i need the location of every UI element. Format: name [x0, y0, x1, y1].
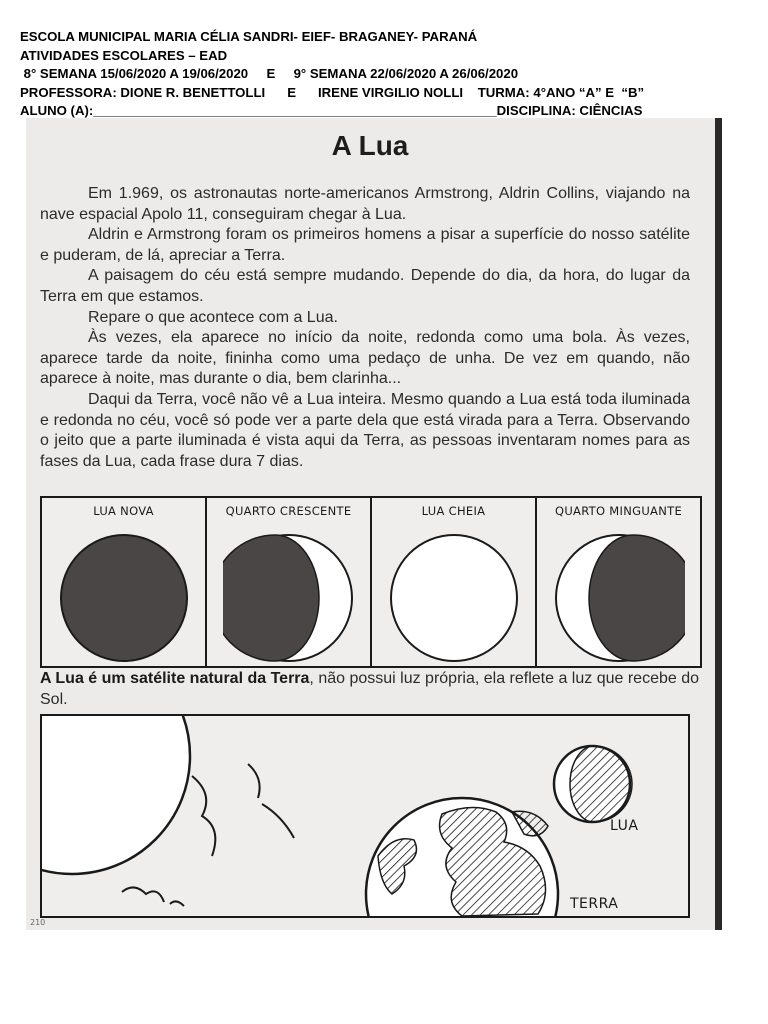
- week-dates: 8° SEMANA 15/06/2020 A 19/06/2020 E 9° SEMANA 22/06/2020 A 26/06/2020: [20, 66, 519, 81]
- moon-label: LUA: [610, 818, 639, 834]
- phase-label: LUA CHEIA: [421, 504, 486, 518]
- phase-label: LUA NOVA: [93, 504, 154, 518]
- new-moon-icon: [58, 532, 190, 664]
- worksheet-header: [20, 28, 750, 121]
- last-quarter-moon-icon: [553, 532, 685, 664]
- sun-icon: [42, 716, 294, 906]
- teachers-class: PROFESSORA: DIONE R. BENETTOLLI E IRENE VIRGILIO NOLLI TURMA: 4°ANO “A” E “B”: [20, 84, 645, 100]
- page-number: 210: [30, 918, 46, 927]
- activity-type: ATIVIDADES ESCOLARES – EAD: [20, 47, 228, 63]
- school-name: ESCOLA MUNICIPAL MARIA CÉLIA SANDRI- EIEF- BRAGANEY- PARANÁ: [20, 29, 478, 44]
- paragraph-6: Daqui da Terra, você não vê a Lua inteira. Mesmo quando a Lua está toda iluminada e redonda no céu, você só pode ver a parte dela que está virada para a Terra. Observando o jeito que a parte iluminada é vista aqui da Terra, as pessoas inventaram nomes para as fases da Lua, cada frase dura 7 dias.: [40, 390, 690, 470]
- phase-label: QUARTO CRESCENTE: [225, 504, 352, 518]
- sun-earth-moon-illustration: [40, 714, 690, 918]
- sun-earth-moon-drawing: [42, 716, 688, 916]
- phase-full-moon: [372, 498, 537, 666]
- earth-icon: [366, 798, 558, 916]
- earth-label: TERRA: [570, 896, 619, 912]
- full-moon-icon: [388, 532, 520, 664]
- lesson-text: [40, 184, 690, 472]
- first-quarter-moon-icon: [223, 532, 355, 664]
- paragraph-1: Em 1.969, os astronautas norte-americanos Armstrong, Aldrin Collins, viajando na nave espacial Apolo 11, conseguiram chegar à Lua.: [40, 185, 690, 223]
- moon-phases-table: [40, 496, 702, 668]
- phase-first-quarter: [207, 498, 372, 666]
- student-discipline: ALUNO (A):_______________________________________________________DISCIPLINA: CIÊNCIAS: [20, 103, 643, 118]
- paragraph-5: Às vezes, ela aparece no início da noite, redonda como uma bola. Às vezes, aparece tarde da noite, fininha como uma pedaço de unha. De vez em quando, não aparece à noite, mas durante o dia, bem clarinha...: [40, 329, 690, 388]
- phase-new-moon: [42, 498, 207, 666]
- moon-caption: [40, 668, 700, 710]
- page-title: A Lua: [331, 130, 409, 161]
- paragraph-2: Aldrin e Armstrong foram os primeiros homens a pisar a superfície do nosso satélite e puderam, de lá, apreciar a Terra.: [40, 226, 690, 264]
- moon-icon: [554, 746, 632, 822]
- paragraph-3: A paisagem do céu está sempre mudando. Depende do dia, da hora, do lugar da Terra em que estamos.: [40, 267, 690, 305]
- phase-last-quarter: [537, 498, 700, 666]
- scan-edge-shadow: [715, 118, 722, 930]
- caption-bold: A Lua é um satélite natural da Terra: [40, 670, 310, 687]
- caption-rest: , não possui luz própria, ela reflete a luz que recebe do Sol.: [40, 670, 699, 708]
- paragraph-4: Repare o que acontece com a Lua.: [88, 308, 338, 326]
- phase-label: QUARTO MINGUANTE: [554, 504, 683, 518]
